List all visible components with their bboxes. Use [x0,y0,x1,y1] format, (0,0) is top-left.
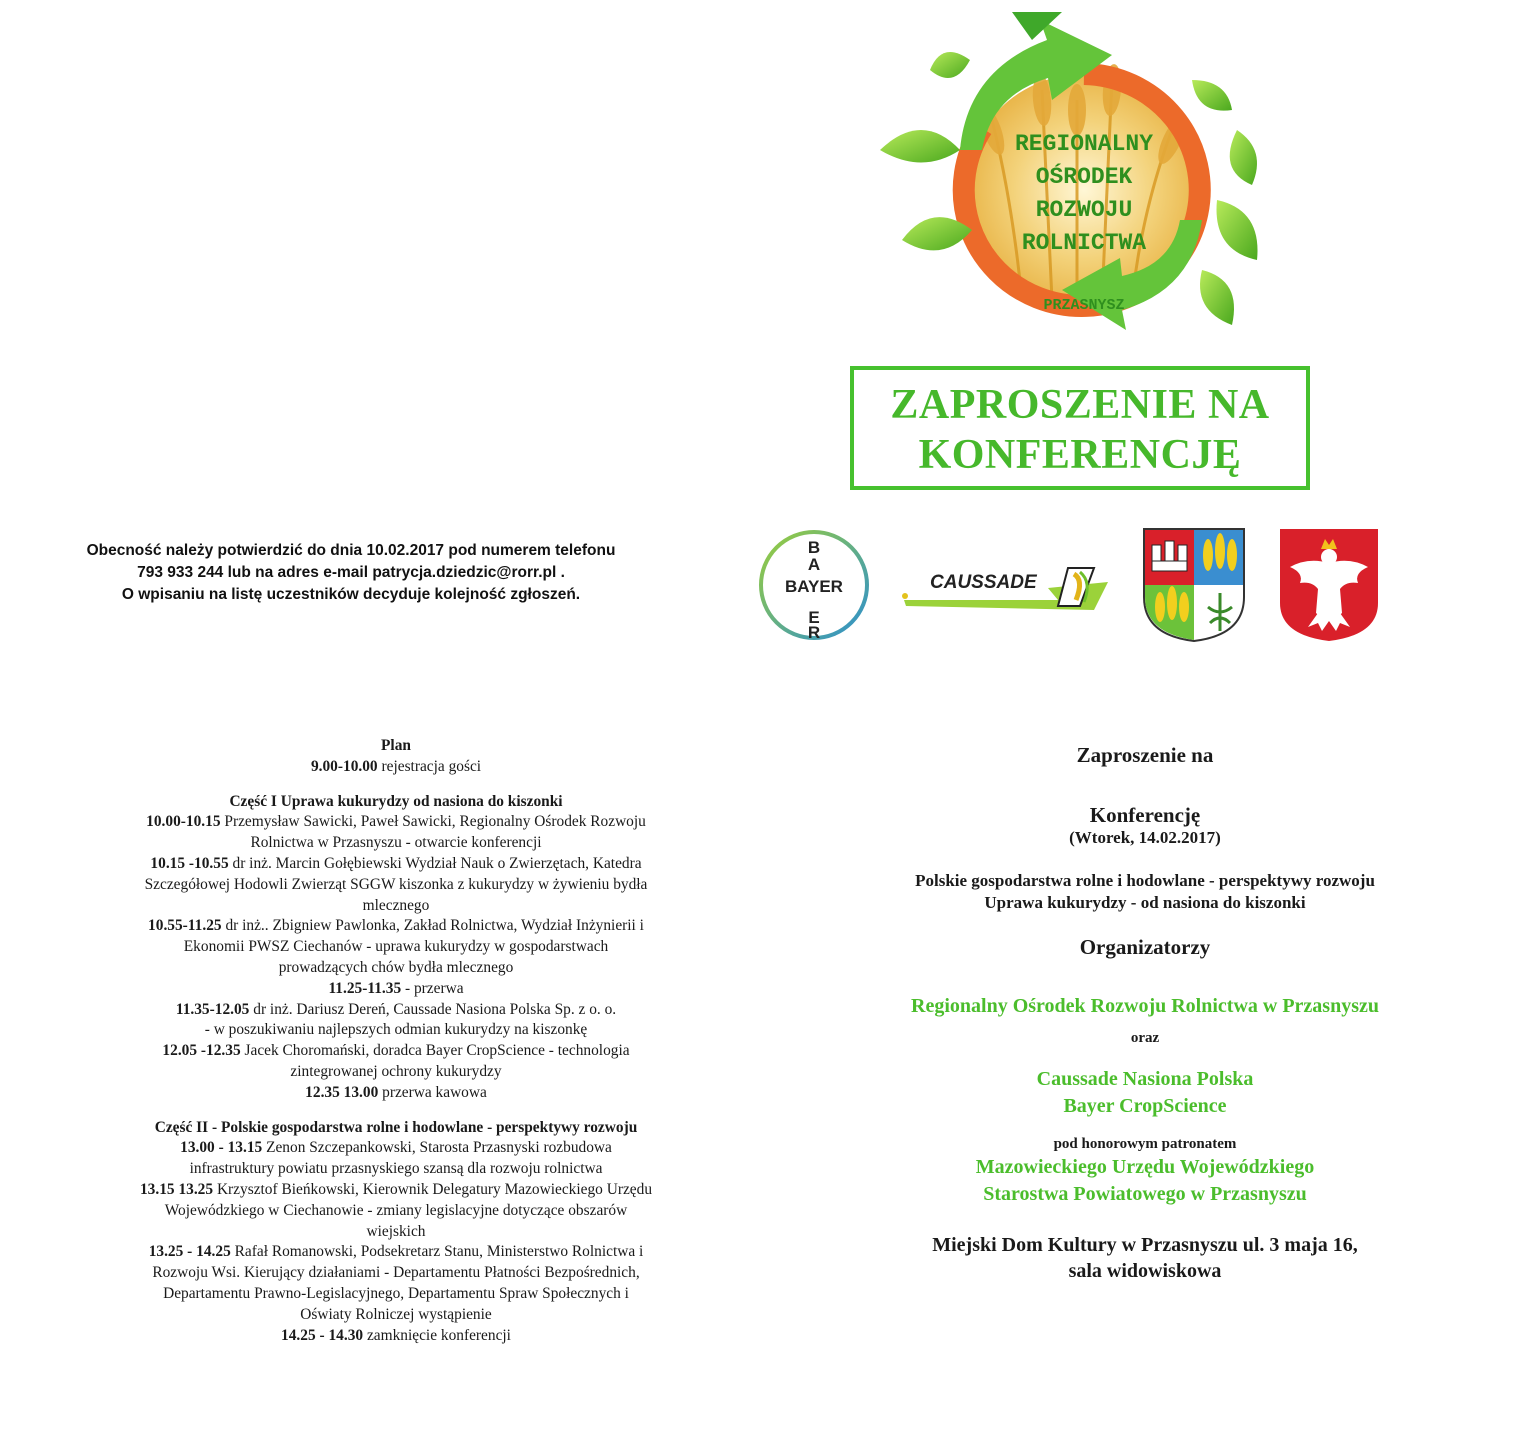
invitation-details [840,742,1450,1284]
program-item-cont: infrastruktury powiatu przasnyskiego szansą dla rozwoju rolnictwa [189,1160,603,1178]
logo-line-4: ROLNICTWA [1021,230,1147,256]
program-item: 14.25 - 14.30 zamknięcie konferencji [281,1326,511,1344]
invitation-date: (Wtorek, 14.02.2017) [1069,828,1221,847]
caussade-logo [898,560,1120,612]
organizer-3: Bayer CropScience [1063,1095,1227,1117]
program-item: 12.35 13.00 przerwa kawowa [305,1083,487,1101]
invitation-heading-1: Zaproszenie na [1076,743,1214,767]
logo-line-3: ROZWOJU [1035,197,1133,223]
invitation-topic-2: Uprawa kukurydzy - od nasiona do kiszonki [984,893,1306,912]
program-item-cont: Ekonomii PWSZ Ciechanów - uprawa kukurydzy w gospodarstwach [183,938,609,956]
program-item-cont: Rolnictwa w Przasnyszu - otwarcie konferencji [250,834,542,852]
program-item: 13.25 - 14.25 Rafał Romanowski, Podsekretarz Stanu, Ministerstwo Rolnictwa i [148,1243,644,1261]
organizer-1: Regionalny Ośrodek Rozwoju Rolnictwa w Przasnyszu [911,995,1379,1017]
rsvp-line-2: 793 933 244 lub na adres e-mail patrycja.dziedzic@rorr.pl . [137,564,565,581]
bayer-logo [758,529,870,641]
caussade-wordmark: CAUSSADE [930,572,1037,593]
program-item-cont: Oświaty Rolniczej wystąpienie [300,1305,492,1323]
program-item: 11.35-12.05 dr inż. Dariusz Dereń, Caussade Nasiona Polska Sp. z o. o. [175,1000,617,1018]
logo-line-1: REGIONALNY [1014,131,1154,157]
patron-2: Starostwa Powiatowego w Przasnyszu [983,1183,1307,1205]
program-item: 11.25-11.35 - przerwa [328,979,464,997]
program-item-cont: wiejskich [366,1222,426,1240]
poland-coat-of-arms [1278,527,1380,643]
program-item: 10.55-11.25 dr inż.. Zbigniew Pawlonka, Zakład Rolnictwa, Wydział Inżynierii i [148,917,644,935]
program-item-cont: Szczegółowej Hodowli Zwierząt SGGW kiszonka z kukurydzy w żywieniu bydła [144,875,648,893]
conference-program [40,736,752,1346]
patronage-label: pod honorowym patronatem [1053,1136,1237,1152]
rsvp-line-3: O wpisaniu na listę uczestników decyduje kolejność zgłoszeń. [121,586,581,603]
title-line-2: KONFERENCJĘ [918,432,1242,478]
program-item-cont: - w poszukiwaniu najlepszych odmian kukurydzy na kiszonkę [204,1021,588,1039]
program-item-cont: Rozwoju Wsi. Kierujący działaniami - Departamentu Płatności Bezpośrednich, [152,1264,640,1282]
program-heading: Plan [381,737,411,754]
organizers-label: Organizatorzy [1079,935,1211,959]
powiat-coat-of-arms [1142,527,1246,643]
registration-time: 9.00-10.00 [310,757,378,775]
rorr-logo [872,0,1276,330]
part1-title: Część I Uprawa kukurydzy od nasiona do kiszonki [229,792,563,810]
svg-text:E: E [808,608,820,627]
logo-line-2: OŚRODEK [1035,164,1133,190]
logo-location: PRZASNYSZ [1043,297,1125,314]
venue-line-2: sala widowiskowa [1068,1260,1222,1282]
svg-text:R: R [807,623,821,641]
rsvp-notice [20,540,682,606]
program-item-cont: prowadzących chów bydła mlecznego [278,958,514,976]
program-item-cont: zintegrowanej ochrony kukurydzy [290,1062,502,1080]
program-item: 13.15 13.25 Krzysztof Bieńkowski, Kierownik Delegatury Mazowieckiego Urzędu [139,1180,653,1198]
program-item-cont: Departamentu Prawno-Legislacyjnego, Departamentu Spraw Społecznych i [163,1284,629,1302]
patron-1: Mazowieckiego Urzędu Wojewódzkiego [975,1156,1315,1178]
invitation-title-box [850,366,1310,490]
registration-text: rejestracja gości [381,757,482,775]
venue-line-1: Miejski Dom Kultury w Przasnyszu ul. 3 maja 16, [932,1234,1358,1256]
svg-text:B: B [807,538,821,557]
title-line-1: ZAPROSZENIE NA [890,382,1270,428]
program-item: 10.15 -10.55 dr inż. Marcin Gołębiewski Wydział Nauk o Zwierzętach, Katedra [150,854,642,872]
invitation-heading-2: Konferencję [1089,803,1201,827]
program-item: 12.05 -12.35 Jacek Choromański, doradca Bayer CropScience - technologia [162,1042,630,1060]
program-item: 10.00-10.15 Przemysław Sawicki, Paweł Sawicki, Regionalny Ośrodek Rozwoju [146,813,646,831]
program-item: 13.00 - 13.15 Zenon Szczepankowski, Starosta Przasnyski rozbudowa [180,1139,612,1157]
part2-title: Część II - Polskie gospodarstwa rolne i hodowlane - perspektywy rozwoju [154,1118,638,1136]
svg-text:A: A [807,555,821,574]
organizer-2: Caussade Nasiona Polska [1036,1068,1254,1090]
rsvp-line-1: Obecność należy potwierdzić do dnia 10.02.2017 pod numerem telefonu [86,542,616,559]
program-item-cont: mlecznego [362,896,430,914]
invitation-topic-1: Polskie gospodarstwa rolne i hodowlane - perspektywy rozwoju [915,871,1375,890]
bayer-wordmark: BAYER [785,577,843,596]
program-item-cont: Wojewódzkiego w Ciechanowie - zmiany legislacyjne dotyczące obszarów [164,1201,628,1219]
and-label: oraz [1130,1030,1160,1046]
